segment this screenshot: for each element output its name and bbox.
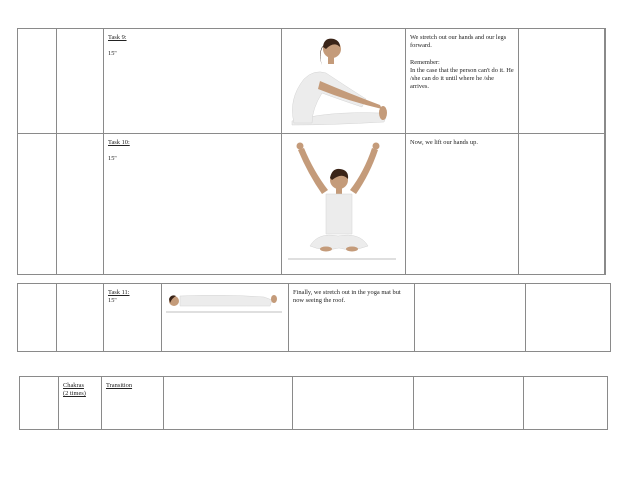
task-9-duration: 15'' bbox=[108, 50, 117, 57]
empty-cell bbox=[605, 29, 606, 134]
task-10-title: Task 10: bbox=[108, 139, 130, 146]
empty-cell bbox=[18, 29, 57, 134]
tasks-table-9-10 bbox=[17, 28, 606, 275]
task-10-title-cell bbox=[104, 134, 282, 275]
transition-cell bbox=[102, 377, 164, 430]
empty-cell bbox=[18, 134, 57, 275]
transition-label: Transition bbox=[106, 382, 133, 389]
task-10-duration: 15'' bbox=[108, 155, 117, 162]
task-9-title: Task 9: bbox=[108, 34, 127, 41]
empty-cell bbox=[164, 377, 293, 430]
task-11-instruction-cell bbox=[289, 284, 415, 352]
seated-arms-raised-figure-icon bbox=[282, 134, 405, 274]
chakras-table bbox=[19, 376, 608, 430]
lying-figure-icon bbox=[162, 284, 288, 351]
task-row-10 bbox=[18, 134, 606, 275]
task-11-duration: 15'' bbox=[108, 297, 117, 304]
seated-forward-bend-figure-icon bbox=[282, 29, 405, 133]
task-11-image-cell bbox=[162, 284, 289, 352]
task-11-title: Task 11: bbox=[108, 289, 130, 296]
task-10-image-cell bbox=[282, 134, 406, 275]
empty-cell bbox=[293, 377, 414, 430]
chakras-row bbox=[20, 377, 608, 430]
empty-cell bbox=[519, 134, 605, 275]
task-9-remember-label: Remember: bbox=[410, 59, 440, 66]
task-10-instruction: Now, we lift our hands up. bbox=[410, 139, 478, 146]
empty-cell bbox=[526, 284, 611, 352]
task-11-instruction: Finally, we stretch out in the yoga mat but now seeing the roof. bbox=[293, 289, 401, 304]
chakras-cell bbox=[59, 377, 102, 430]
task-9-instruction-cell bbox=[406, 29, 519, 134]
tasks-table-11 bbox=[17, 283, 611, 352]
empty-cell bbox=[57, 29, 104, 134]
empty-cell bbox=[415, 284, 526, 352]
empty-cell bbox=[57, 284, 104, 352]
task-9-image-cell bbox=[282, 29, 406, 134]
task-row-9 bbox=[18, 29, 606, 134]
empty-cell bbox=[57, 134, 104, 275]
task-10-instruction-cell bbox=[406, 134, 519, 275]
task-9-title-cell bbox=[104, 29, 282, 134]
task-row-11 bbox=[18, 284, 611, 352]
chakras-times: (2 times) bbox=[63, 390, 86, 397]
empty-cell bbox=[18, 284, 57, 352]
empty-cell bbox=[519, 29, 605, 134]
empty-cell bbox=[605, 134, 606, 275]
empty-cell bbox=[20, 377, 59, 430]
task-11-title-cell bbox=[104, 284, 162, 352]
chakras-label: Chakras bbox=[63, 382, 84, 389]
empty-cell bbox=[524, 377, 608, 430]
task-9-instruction: We stretch out our hands and our legs forward. bbox=[410, 34, 507, 49]
task-9-remember-text: In the case that the person can't do it. He /she can do it until where he /she arrives. bbox=[410, 67, 514, 90]
empty-cell bbox=[414, 377, 524, 430]
